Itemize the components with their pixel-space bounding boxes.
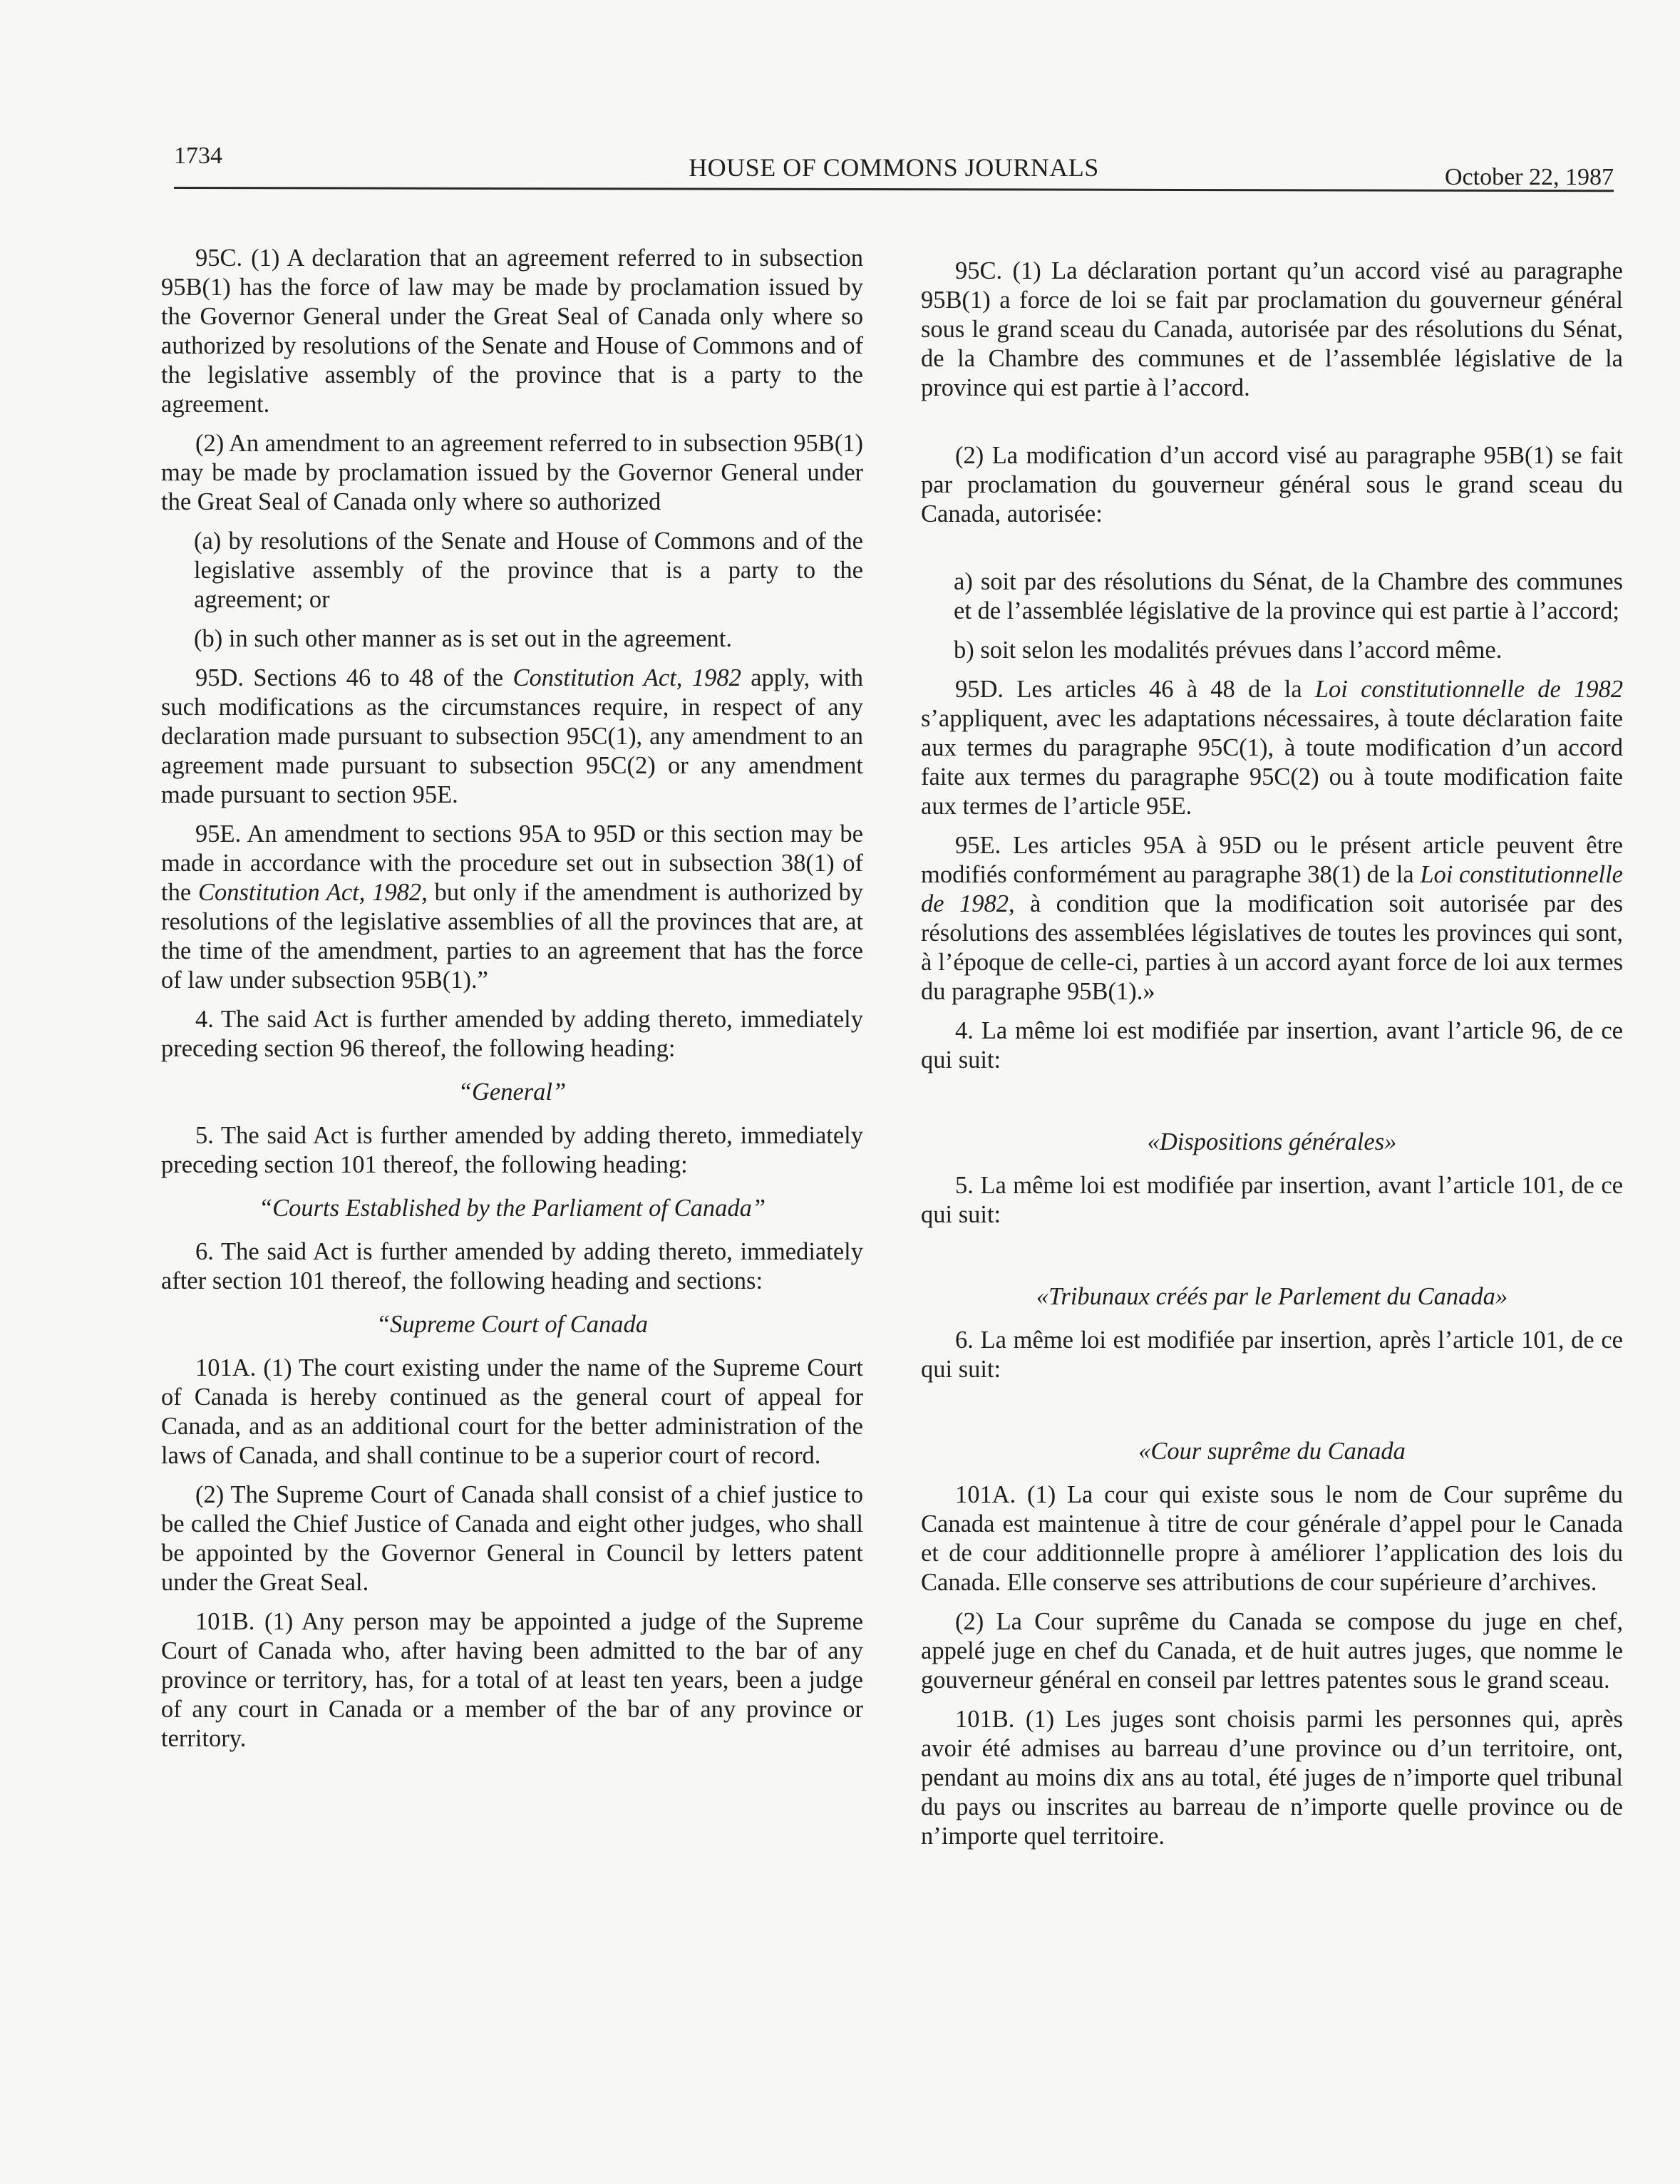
fr-101b-1: 101B. (1) Les juges sont choisis parmi les personnes qui, après avoir été admises au barreau d’une province ou d’un territoire, ont, pendant au moins dix ans au total, été juges de n’importe quel tribunal du pays ou inscrites au barreau de n’importe quelle province ou de n’importe quel territoire. (921, 1706, 1623, 1850)
en-95c-2: (2) An amendment to an agreement referred to in subsection 95B(1) may be made by proclamation issued by the Governor General under the Great Seal of Canada only where so authorized (161, 430, 863, 515)
en-95c-2b: (b) in such other manner as is set out in the agreement. (194, 625, 732, 652)
en-heading-general: “General” (458, 1078, 567, 1106)
fr-95e-act-title: Loi constitutionnelle de 1982 (921, 861, 1623, 917)
page-number: 1734 (174, 143, 222, 169)
fr-95c-2b: b) soit selon les modalités prévues dans l’accord même. (954, 637, 1503, 664)
en-95e-act-title: Constitution Act, 1982 (197, 879, 422, 906)
en-section-6: 6. The said Act is further amended by adding thereto, immediately after section 101 thereof, the following heading and sections: (161, 1238, 863, 1294)
en-95d: 95D. Sections 46 to 48 of the Constitution Act, 1982 apply, with such modifications as the circumstances require, in respect of any declaration made pursuant to subsection 95C(1), any amendment to an agreement made pursuant to subsection 95C(2) or any amendment made pursuant to section 95E. (161, 664, 864, 808)
fr-section-6: 6. La même loi est modifiée par insertion, après l’article 101, de ce qui suit: (921, 1327, 1623, 1383)
fr-95d-act-title: Loi constitutionnelle de 1982 (1314, 676, 1623, 703)
fr-95e: 95E. Les articles 95A à 95D ou le présent article peuvent être modifiés conformément au paragraphe 38(1) de la Loi constitutionnelle de 1982, à condition que la modification soit autorisée par des résolutions des assemblées législatives de toutes les provinces qui sont, à l’époque de celle-ci, parties à un accord ayant force de loi aux termes du paragraphe 95B(1).» (921, 832, 1623, 1005)
fr-section-5: 5. La même loi est modifiée par insertion, avant l’article 101, de ce qui suit: (921, 1172, 1623, 1228)
fr-95c-2: (2) La modification d’un accord visé au paragraphe 95B(1) se fait par proclamation du gouverneur général sous le grand sceau du Canada, autorisée: (921, 442, 1623, 527)
english-column (161, 244, 863, 1763)
en-101a-2: (2) The Supreme Court of Canada shall consist of a chief justice to be called the Chief Justice of Canada and eight other judges, who shall be appointed by the Governor General in Council by letters patent under the Great Seal. (161, 1481, 863, 1596)
fr-101a-2: (2) La Cour suprême du Canada se compose du juge en chef, appelé juge en chef du Canada, et de huit autres juges, que nomme le gouverneur général en conseil par lettres patentes sous le grand sceau. (921, 1608, 1623, 1694)
en-heading-courts: “Courts Established by the Parliament of Canada” (258, 1195, 766, 1222)
journal-date: October 22, 1987 (1444, 164, 1614, 190)
en-95c-2a: (a) by resolutions of the Senate and House of Commons and of the legislative assembly of the province that is a party to the agreement; or (194, 527, 863, 613)
fr-101a-1: 101A. (1) La cour qui existe sous le nom de Cour suprême du Canada est maintenue à titre de cour générale d’appel pour le Canada et de cour additionnelle propre à améliorer l’application des lois du Canada. Elle conserve ses attributions de cour supérieure d’archives. (921, 1481, 1623, 1596)
french-column (921, 257, 1623, 1861)
en-section-5: 5. The said Act is further amended by adding thereto, immediately preceding section 101 thereof, the following heading: (161, 1122, 863, 1178)
fr-heading-courts: «Tribunaux créés par le Parlement du Canada» (1036, 1283, 1508, 1310)
en-101a-1: 101A. (1) The court existing under the name of the Supreme Court of Canada is hereby continued as the general court of appeal for Canada, and as an additional court for the better administration of the laws of Canada, and shall continue to be a superior court of record. (161, 1354, 863, 1469)
header-rule (174, 187, 1614, 192)
fr-95c-2a: a) soit par des résolutions du Sénat, de la Chambre des communes et de l’assemblée législative de la province qui est partie à l’accord; (954, 568, 1623, 624)
en-95e: 95E. An amendment to sections 95A to 95D or this section may be made in accordance with the procedure set out in subsection 38(1) of the Constitution Act, 1982, but only if the amendment is authorized by resolutions of the legislative assemblies of all the provinces that are, at the time of the amendment, parties to an agreement that has the force of law under subsection 95B(1).” (161, 820, 863, 994)
en-101b-1: 101B. (1) Any person may be appointed a judge of the Supreme Court of Canada who, after having been admitted to the bar of any province or territory, has, for a total of at least ten years, been a judge of any court in Canada or a member of the bar of any province or territory. (161, 1608, 863, 1752)
fr-95c-1: 95C. (1) La déclaration portant qu’un accord visé au paragraphe 95B(1) a force de loi se fait par proclamation du gouverneur général sous le grand sceau du Canada, autorisée par des résolutions du Sénat, de la Chambre des communes et de l’assemblée législative de la province qui est partie à l’accord. (921, 257, 1623, 401)
fr-section-4: 4. La même loi est modifiée par insertion, avant l’article 96, de ce qui suit: (921, 1017, 1623, 1073)
journal-title: HOUSE OF COMMONS JOURNALS (689, 153, 1099, 182)
fr-heading-general: «Dispositions générales» (1147, 1128, 1397, 1155)
page-header (174, 143, 1614, 200)
en-heading-supreme-court: “Supreme Court of Canada (376, 1311, 649, 1338)
fr-heading-supreme-court: «Cour suprême du Canada (1138, 1438, 1406, 1465)
en-section-4: 4. The said Act is further amended by adding thereto, immediately preceding section 96 thereof, the following heading: (161, 1006, 863, 1062)
en-95c-1: 95C. (1) A declaration that an agreement referred to in subsection 95B(1) has the force of law may be made by proclamation issued by the Governor General under the Great Seal of Canada only where so authorized by resolutions of the Senate and House of Commons and of the legislative assembly of the province that is a party to the agreement. (161, 244, 863, 418)
en-95d-act-title: Constitution Act, 1982 (512, 664, 741, 691)
fr-95d: 95D. Les articles 46 à 48 de la Loi constitutionnelle de 1982 s’appliquent, avec les adaptations nécessaires, à toute déclaration faite aux termes du paragraphe 95C(1), à toute modification d’un accord faite aux termes du paragraphe 95C(2) ou à toute modification faite aux termes de l’article 95E. (921, 676, 1623, 820)
